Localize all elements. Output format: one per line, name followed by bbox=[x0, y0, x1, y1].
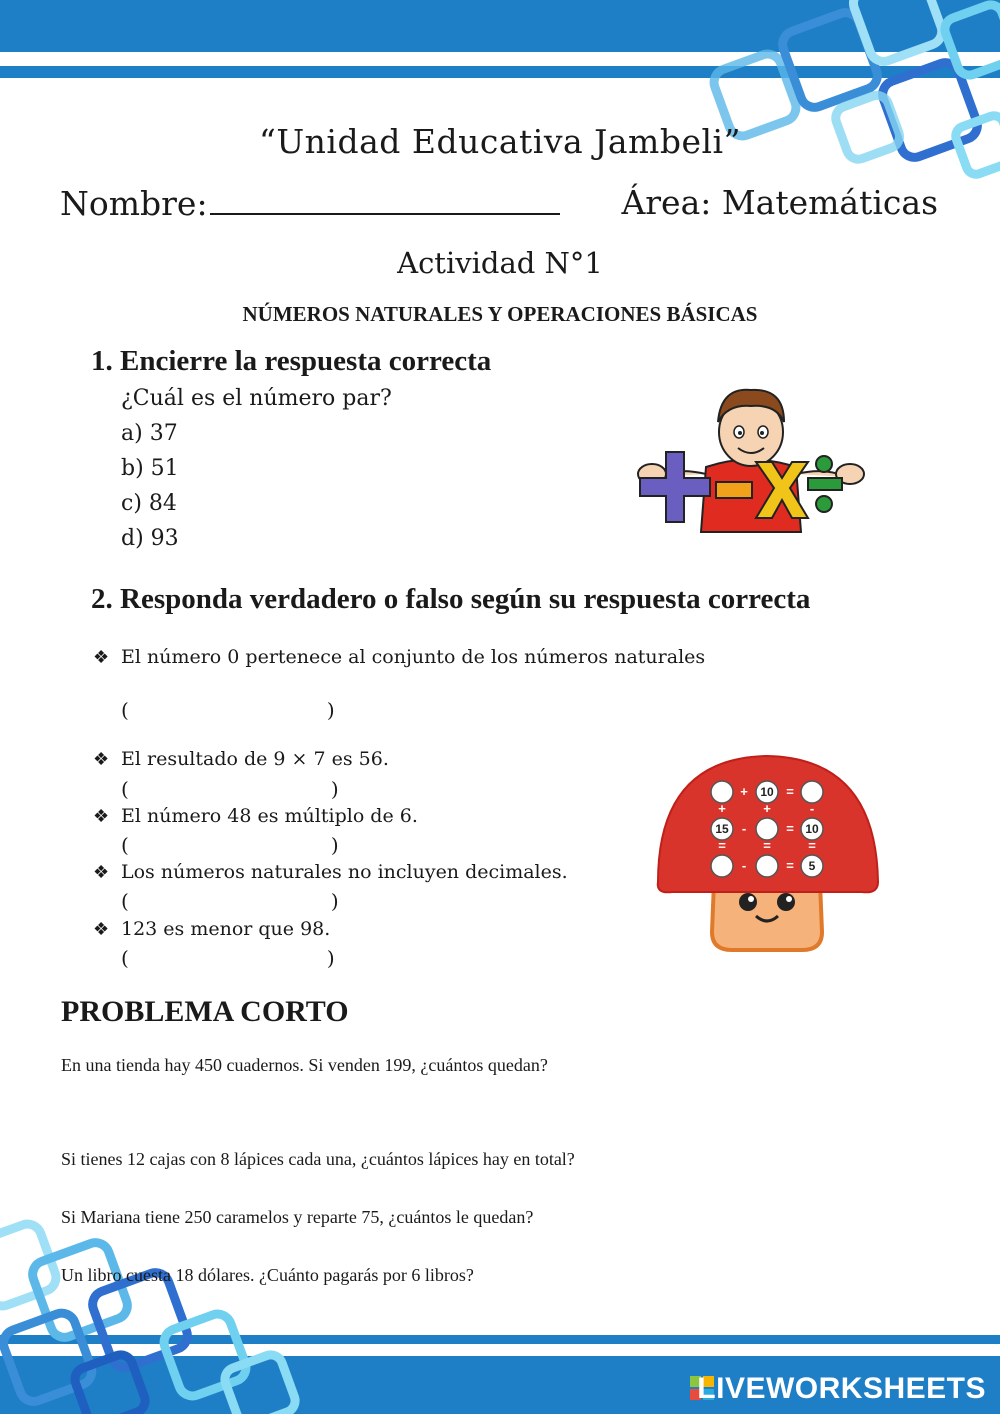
option-d[interactable]: d) 93 bbox=[121, 526, 179, 551]
problem-item: En una tienda hay 450 cuadernos. Si venden 199, ¿cuántos quedan? bbox=[61, 1055, 548, 1075]
activity-title: Actividad N°1 bbox=[397, 246, 603, 280]
school-title: “Unidad Educativa Jambeli” bbox=[259, 122, 741, 161]
diamond-bullet-icon: ❖ bbox=[93, 647, 110, 668]
tf-item bbox=[93, 805, 418, 827]
svg-text:+: + bbox=[763, 801, 771, 816]
tf-item bbox=[93, 646, 705, 668]
svg-text:=: = bbox=[808, 838, 816, 853]
problem-item: Un libro cuesta 18 dólares. ¿Cuánto pagarás por 6 libros? bbox=[61, 1265, 474, 1285]
tf-item bbox=[93, 748, 389, 770]
svg-text:=: = bbox=[786, 784, 794, 799]
squares-decoration-top bbox=[690, 0, 1000, 200]
svg-text:=: = bbox=[718, 838, 726, 853]
section2-title: 2. Responda verdadero o falso según su respuesta correcta bbox=[91, 583, 811, 615]
option-c[interactable]: c) 84 bbox=[121, 491, 177, 516]
section1-question: ¿Cuál es el número par? bbox=[121, 386, 392, 411]
diamond-bullet-icon: ❖ bbox=[93, 749, 110, 770]
diamond-bullet-icon: ❖ bbox=[93, 862, 110, 883]
tf-item bbox=[93, 861, 568, 883]
tf-statement: El número 0 pertenece al conjunto de los números naturales bbox=[121, 646, 706, 668]
svg-text:=: = bbox=[786, 821, 794, 836]
puzzle-number: 15 bbox=[715, 822, 729, 836]
option-b[interactable]: b) 51 bbox=[121, 456, 179, 481]
tf-item bbox=[93, 918, 330, 940]
svg-text:+: + bbox=[740, 784, 748, 799]
name-input-line[interactable] bbox=[210, 183, 560, 215]
tf-answer-box[interactable]: ( ) bbox=[121, 889, 339, 913]
diamond-bullet-icon: ❖ bbox=[93, 919, 110, 940]
problem-item: Si Mariana tiene 250 caramelos y reparte 75, ¿cuántos le quedan? bbox=[61, 1207, 534, 1227]
option-a[interactable]: a) 37 bbox=[121, 421, 178, 446]
svg-text:=: = bbox=[763, 838, 771, 853]
puzzle-number: 10 bbox=[760, 785, 774, 799]
squares-decoration-bottom bbox=[0, 1210, 330, 1414]
problems-title: PROBLEMA CORTO bbox=[61, 995, 349, 1028]
diamond-bullet-icon: ❖ bbox=[93, 806, 110, 827]
tf-answer-box[interactable]: ( ) bbox=[121, 833, 339, 857]
svg-text:-: - bbox=[809, 801, 815, 816]
tf-statement: 123 es menor que 98. bbox=[121, 918, 331, 940]
tf-answer-box[interactable]: ( ) bbox=[121, 946, 335, 970]
name-field-row bbox=[60, 183, 560, 223]
problem-item: Si tienes 12 cajas con 8 lápices cada una, ¿cuántos lápices hay en total? bbox=[61, 1149, 575, 1169]
boy-math-symbols-illustration bbox=[636, 382, 866, 542]
section1-title: 1. Encierre la respuesta correcta bbox=[91, 345, 492, 377]
tf-answer-box[interactable]: ( ) bbox=[121, 698, 335, 722]
brand-name[interactable]: LIVEWORKSHEETS bbox=[697, 1372, 986, 1405]
svg-text:=: = bbox=[786, 858, 794, 873]
puzzle-number: 10 bbox=[805, 822, 819, 836]
puzzle-number: 5 bbox=[808, 859, 816, 873]
name-label: Nombre: bbox=[60, 184, 208, 223]
svg-text:-: - bbox=[741, 858, 747, 873]
tf-statement: El número 48 es múltiplo de 6. bbox=[121, 805, 418, 827]
svg-text:-: - bbox=[741, 821, 747, 836]
tf-statement: Los números naturales no incluyen decimales. bbox=[121, 861, 568, 883]
mushroom-puzzle-illustration bbox=[652, 752, 882, 957]
tf-answer-box[interactable]: ( ) bbox=[121, 777, 339, 801]
svg-text:+: + bbox=[718, 801, 726, 816]
tf-statement: El resultado de 9 × 7 es 56. bbox=[121, 748, 389, 770]
topic-title: NÚMEROS NATURALES Y OPERACIONES BÁSICAS bbox=[242, 302, 758, 326]
area-label: Área: Matemáticas bbox=[621, 183, 938, 222]
